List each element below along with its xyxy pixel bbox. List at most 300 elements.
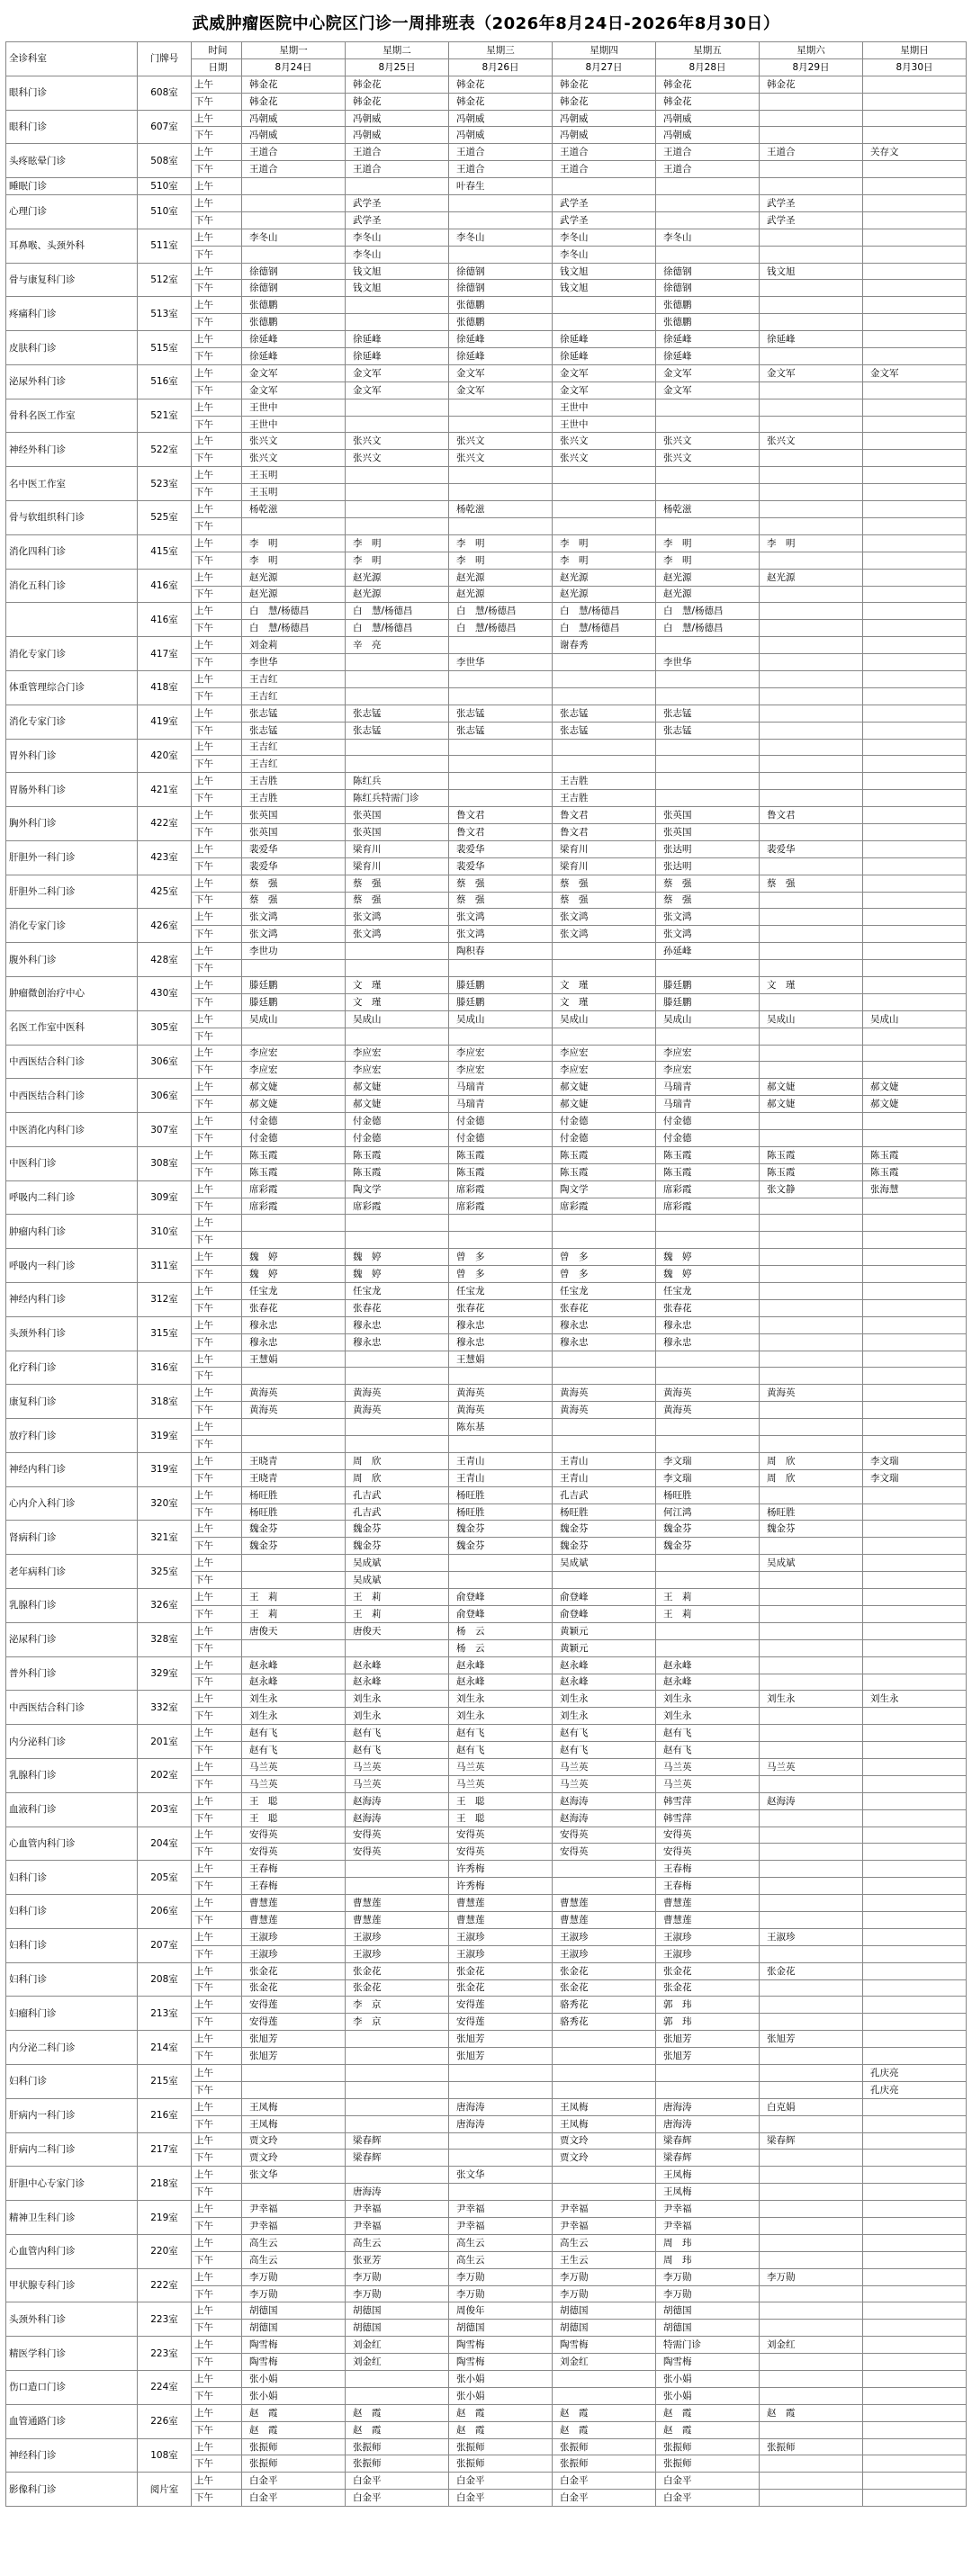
doctor-cell: 周 欣 bbox=[346, 1469, 449, 1486]
doctor-cell bbox=[760, 2490, 863, 2507]
doctor-cell: 尹幸福 bbox=[449, 2201, 553, 2218]
doctor-cell: 赵有飞 bbox=[553, 1725, 656, 1742]
dept-name: 心理门诊 bbox=[6, 195, 138, 229]
doctor-cell: 黄海英 bbox=[656, 1402, 760, 1419]
doctor-cell: 张小娟 bbox=[449, 2371, 553, 2388]
dept-row bbox=[6, 2031, 967, 2048]
doctor-cell: 张金花 bbox=[346, 1962, 449, 1979]
doctor-cell bbox=[760, 586, 863, 603]
doctor-cell: 赵 霞 bbox=[553, 2421, 656, 2438]
doctor-cell: 武学圣 bbox=[760, 211, 863, 229]
date-cell: 8月24日 bbox=[242, 58, 346, 76]
schedule-table bbox=[5, 41, 967, 2507]
doctor-cell: 魏金芬 bbox=[656, 1521, 760, 1538]
dept-name: 呼吸内二科门诊 bbox=[6, 1180, 138, 1215]
doctor-cell bbox=[760, 603, 863, 620]
dept-name: 乳腺科门诊 bbox=[6, 1589, 138, 1623]
session-pm: 下午 bbox=[192, 1163, 242, 1180]
session-pm: 下午 bbox=[192, 993, 242, 1010]
session-am: 上午 bbox=[192, 1861, 242, 1878]
doctor-cell bbox=[346, 960, 449, 977]
doctor-cell: 孔吉武 bbox=[346, 1486, 449, 1503]
doctor-cell: 唐海涛 bbox=[346, 2184, 449, 2201]
doctor-cell bbox=[760, 1656, 863, 1674]
doctor-cell bbox=[346, 1861, 449, 1878]
session-pm: 下午 bbox=[192, 2285, 242, 2302]
doctor-cell bbox=[346, 416, 449, 433]
doctor-cell: 滕廷鹏 bbox=[656, 993, 760, 1010]
room-number: 428室 bbox=[138, 943, 192, 977]
doctor-cell bbox=[760, 450, 863, 467]
doctor-cell: 韩金花 bbox=[346, 76, 449, 93]
doctor-cell: 白 慧/杨德昌 bbox=[553, 603, 656, 620]
doctor-cell bbox=[760, 161, 863, 178]
doctor-cell: 白金平 bbox=[242, 2473, 346, 2490]
dept-row bbox=[6, 144, 967, 161]
doctor-cell bbox=[346, 2115, 449, 2132]
doctor-cell bbox=[863, 1656, 967, 1674]
doctor-cell: 关存文 bbox=[863, 144, 967, 161]
dept-name: 呼吸内一科门诊 bbox=[6, 1249, 138, 1283]
doctor-cell: 韩金花 bbox=[656, 76, 760, 93]
doctor-cell bbox=[656, 1028, 760, 1045]
doctor-cell bbox=[863, 857, 967, 875]
session-pm: 下午 bbox=[192, 1742, 242, 1759]
doctor-cell: 许秀梅 bbox=[449, 1861, 553, 1878]
doctor-cell: 蔡 强 bbox=[242, 892, 346, 909]
session-am: 上午 bbox=[192, 1283, 242, 1300]
session-pm: 下午 bbox=[192, 1299, 242, 1316]
dept-row bbox=[6, 1861, 967, 1878]
session-pm: 下午 bbox=[192, 1775, 242, 1792]
session-pm: 下午 bbox=[192, 1639, 242, 1656]
doctor-cell bbox=[553, 1861, 656, 1878]
session-am: 上午 bbox=[192, 2234, 242, 2251]
dept-name: 内分泌二科门诊 bbox=[6, 2031, 138, 2065]
session-pm: 下午 bbox=[192, 381, 242, 399]
doctor-cell: 安得莲 bbox=[449, 2014, 553, 2031]
session-am: 上午 bbox=[192, 1622, 242, 1639]
doctor-cell bbox=[346, 1639, 449, 1656]
dept-name: 神经内科门诊 bbox=[6, 1283, 138, 1317]
doctor-cell bbox=[346, 1368, 449, 1385]
dept-name: 腹外科门诊 bbox=[6, 943, 138, 977]
doctor-cell: 文 瑾 bbox=[346, 993, 449, 1010]
doctor-cell bbox=[656, 1232, 760, 1249]
doctor-cell: 俞登峰 bbox=[449, 1589, 553, 1606]
doctor-cell: 李万勋 bbox=[656, 2268, 760, 2285]
doctor-cell bbox=[760, 2048, 863, 2065]
doctor-cell: 何江鸿 bbox=[656, 1503, 760, 1521]
doctor-cell: 王吉胜 bbox=[242, 773, 346, 790]
session-pm: 下午 bbox=[192, 1368, 242, 1385]
dept-row bbox=[6, 1758, 967, 1775]
doctor-cell: 王淑珍 bbox=[346, 1945, 449, 1962]
doctor-cell: 徐德钢 bbox=[242, 263, 346, 280]
doctor-cell: 刘生永 bbox=[346, 1691, 449, 1708]
doctor-cell bbox=[760, 93, 863, 110]
doctor-cell: 韩金花 bbox=[242, 76, 346, 93]
doctor-cell: 赵光源 bbox=[449, 569, 553, 586]
doctor-cell: 付金德 bbox=[553, 1130, 656, 1147]
doctor-cell bbox=[449, 670, 553, 687]
doctor-cell: 杨旺胜 bbox=[242, 1503, 346, 1521]
doctor-cell bbox=[863, 2404, 967, 2421]
room-number: 207室 bbox=[138, 1928, 192, 1962]
session-pm: 下午 bbox=[192, 926, 242, 943]
doctor-cell bbox=[863, 1249, 967, 1266]
doctor-cell: 张兴文 bbox=[760, 433, 863, 450]
doctor-cell: 王吉胜 bbox=[553, 773, 656, 790]
doctor-cell: 赵光源 bbox=[346, 569, 449, 586]
dept-name: 消化专家门诊 bbox=[6, 705, 138, 739]
doctor-cell: 金文军 bbox=[553, 381, 656, 399]
dept-name: 眼科门诊 bbox=[6, 110, 138, 144]
doctor-cell bbox=[863, 2455, 967, 2473]
doctor-cell: 徐延峰 bbox=[656, 348, 760, 365]
doctor-cell: 吴成山 bbox=[656, 1010, 760, 1028]
doctor-cell: 赵 霞 bbox=[449, 2404, 553, 2421]
doctor-cell: 胡德国 bbox=[346, 2320, 449, 2337]
dept-name: 神经外科门诊 bbox=[6, 433, 138, 467]
room-number: 311室 bbox=[138, 1249, 192, 1283]
doctor-cell bbox=[760, 2064, 863, 2081]
doctor-cell bbox=[242, 2064, 346, 2081]
doctor-cell bbox=[760, 1266, 863, 1283]
doctor-cell: 张志锰 bbox=[449, 722, 553, 739]
session-am: 上午 bbox=[192, 1316, 242, 1333]
doctor-cell: 王吉胜 bbox=[242, 790, 346, 807]
session-am: 上午 bbox=[192, 2167, 242, 2184]
doctor-cell: 吴成山 bbox=[760, 1010, 863, 1028]
dept-row bbox=[6, 1725, 967, 1742]
doctor-cell: 唐海涛 bbox=[449, 2098, 553, 2115]
doctor-cell: 赵有飞 bbox=[346, 1742, 449, 1759]
dept-row bbox=[6, 2473, 967, 2490]
doctor-cell bbox=[760, 1299, 863, 1316]
dept-row bbox=[6, 2438, 967, 2455]
doctor-cell: 黄海英 bbox=[760, 1385, 863, 1402]
doctor-cell: 武学圣 bbox=[553, 195, 656, 212]
doctor-cell: 蔡 强 bbox=[449, 892, 553, 909]
doctor-cell: 钱文旭 bbox=[346, 280, 449, 297]
doctor-cell: 王春梅 bbox=[656, 1861, 760, 1878]
dept-row bbox=[6, 1997, 967, 2014]
session-am: 上午 bbox=[192, 1895, 242, 1912]
doctor-cell: 陈玉霞 bbox=[863, 1146, 967, 1163]
session-am: 上午 bbox=[192, 569, 242, 586]
doctor-cell bbox=[449, 2064, 553, 2081]
dept-row bbox=[6, 2268, 967, 2285]
doctor-cell bbox=[760, 1708, 863, 1725]
doctor-cell: 王凤梅 bbox=[242, 2098, 346, 2115]
doctor-cell bbox=[553, 501, 656, 518]
doctor-cell: 俞登峰 bbox=[553, 1589, 656, 1606]
doctor-cell: 李应宏 bbox=[656, 1045, 760, 1062]
session-pm: 下午 bbox=[192, 2150, 242, 2167]
doctor-cell: 曾 多 bbox=[449, 1266, 553, 1283]
doctor-cell bbox=[863, 1402, 967, 1419]
doctor-cell: 赵海涛 bbox=[553, 1809, 656, 1827]
dept-name: 中西医结合科门诊 bbox=[6, 1691, 138, 1725]
room-number: 208室 bbox=[138, 1962, 192, 1997]
doctor-cell: 刘生永 bbox=[449, 1708, 553, 1725]
doctor-cell: 张振师 bbox=[553, 2455, 656, 2473]
weekday-header: 星期二 bbox=[346, 42, 449, 59]
doctor-cell bbox=[760, 1878, 863, 1895]
doctor-cell bbox=[863, 2490, 967, 2507]
doctor-cell bbox=[863, 1928, 967, 1945]
doctor-cell bbox=[656, 739, 760, 756]
doctor-cell bbox=[346, 2031, 449, 2048]
doctor-cell: 韩雪萍 bbox=[656, 1809, 760, 1827]
doctor-cell: 马兰英 bbox=[242, 1758, 346, 1775]
doctor-cell: 尹幸福 bbox=[656, 2218, 760, 2235]
session-pm: 下午 bbox=[192, 1198, 242, 1215]
doctor-cell bbox=[863, 1725, 967, 1742]
doctor-cell: 马兰英 bbox=[242, 1775, 346, 1792]
dept-name: 消化专家门诊 bbox=[6, 637, 138, 671]
date-cell: 8月30日 bbox=[863, 58, 967, 76]
room-number: 521室 bbox=[138, 399, 192, 433]
doctor-cell bbox=[760, 739, 863, 756]
doctor-cell bbox=[863, 1503, 967, 1521]
doctor-cell bbox=[242, 1215, 346, 1232]
doctor-cell bbox=[863, 2218, 967, 2235]
doctor-cell: 骆秀花 bbox=[553, 2014, 656, 2031]
doctor-cell bbox=[553, 517, 656, 534]
dept-row bbox=[6, 840, 967, 857]
doctor-cell: 张小娟 bbox=[449, 2387, 553, 2404]
doctor-cell: 王玉明 bbox=[242, 467, 346, 484]
doctor-cell: 孔庆亮 bbox=[863, 2081, 967, 2098]
doctor-cell: 张兴文 bbox=[346, 433, 449, 450]
doctor-cell: 陈玉霞 bbox=[346, 1146, 449, 1163]
doctor-cell: 李万勋 bbox=[553, 2268, 656, 2285]
dept-name: 妇科门诊 bbox=[6, 1895, 138, 1929]
doctor-cell bbox=[553, 1028, 656, 1045]
room-number: 305室 bbox=[138, 1010, 192, 1045]
session-am: 上午 bbox=[192, 263, 242, 280]
doctor-cell: 王 聪 bbox=[242, 1792, 346, 1809]
doctor-cell: 白金平 bbox=[346, 2490, 449, 2507]
session-pm: 下午 bbox=[192, 1844, 242, 1861]
doctor-cell: 席彩霞 bbox=[553, 1198, 656, 1215]
doctor-cell bbox=[863, 2167, 967, 2184]
doctor-cell bbox=[242, 1572, 346, 1589]
doctor-cell: 王淑珍 bbox=[553, 1945, 656, 1962]
room-number: 419室 bbox=[138, 705, 192, 739]
dept-row bbox=[6, 1351, 967, 1368]
doctor-cell: 郝文婕 bbox=[346, 1079, 449, 1096]
dept-name: 胃肠外科门诊 bbox=[6, 773, 138, 807]
doctor-cell bbox=[760, 552, 863, 569]
doctor-cell: 李冬山 bbox=[553, 246, 656, 263]
doctor-cell: 陈玉霞 bbox=[863, 1163, 967, 1180]
doctor-cell bbox=[760, 1113, 863, 1130]
doctor-cell bbox=[760, 722, 863, 739]
doctor-cell bbox=[863, 1045, 967, 1062]
doctor-cell: 曹慧莲 bbox=[449, 1911, 553, 1928]
doctor-cell: 张德鹏 bbox=[449, 314, 553, 331]
doctor-cell: 曹慧莲 bbox=[449, 1895, 553, 1912]
doctor-cell: 郭 玮 bbox=[656, 1997, 760, 2014]
doctor-cell bbox=[760, 1775, 863, 1792]
doctor-cell bbox=[863, 1283, 967, 1300]
doctor-cell: 张振师 bbox=[242, 2438, 346, 2455]
doctor-cell bbox=[863, 1861, 967, 1878]
doctor-cell bbox=[863, 1895, 967, 1912]
doctor-cell: 陶文学 bbox=[553, 1180, 656, 1198]
doctor-cell: 王吉红 bbox=[242, 756, 346, 773]
doctor-cell: 唐海涛 bbox=[656, 2115, 760, 2132]
doctor-cell: 王凤梅 bbox=[656, 2167, 760, 2184]
room-number: 220室 bbox=[138, 2234, 192, 2268]
doctor-cell: 李冬山 bbox=[656, 229, 760, 246]
doctor-cell: 徐延峰 bbox=[449, 331, 553, 348]
doctor-cell: 吴成山 bbox=[242, 1010, 346, 1028]
doctor-cell bbox=[346, 687, 449, 705]
doctor-cell bbox=[863, 1028, 967, 1045]
room-number: 415室 bbox=[138, 534, 192, 569]
dept-name: 乳腺科门诊 bbox=[6, 1758, 138, 1792]
doctor-cell: 李应宏 bbox=[346, 1045, 449, 1062]
doctor-cell: 李应宏 bbox=[656, 1062, 760, 1079]
doctor-cell: 李应宏 bbox=[242, 1045, 346, 1062]
dept-name: 头颈外科门诊 bbox=[6, 2302, 138, 2337]
doctor-cell: 张小娟 bbox=[242, 2371, 346, 2388]
doctor-cell bbox=[863, 569, 967, 586]
doctor-cell: 钱文旭 bbox=[760, 263, 863, 280]
doctor-cell bbox=[760, 1130, 863, 1147]
dept-name: 妇瘤科门诊 bbox=[6, 1997, 138, 2031]
dept-name: 心血管内科门诊 bbox=[6, 1827, 138, 1861]
doctor-cell bbox=[760, 1589, 863, 1606]
doctor-cell: 吴成山 bbox=[346, 1010, 449, 1028]
doctor-cell: 王玉明 bbox=[242, 484, 346, 501]
doctor-cell: 王凤梅 bbox=[656, 2184, 760, 2201]
room-number: 512室 bbox=[138, 263, 192, 297]
doctor-cell bbox=[863, 1198, 967, 1215]
date-cell: 8月28日 bbox=[656, 58, 760, 76]
doctor-cell: 李冬山 bbox=[242, 229, 346, 246]
doctor-cell bbox=[553, 2387, 656, 2404]
session-pm: 下午 bbox=[192, 1028, 242, 1045]
dept-row bbox=[6, 1962, 967, 1979]
doctor-cell bbox=[346, 2064, 449, 2081]
doctor-cell: 张旭芳 bbox=[760, 2031, 863, 2048]
doctor-cell: 王晓青 bbox=[242, 1452, 346, 1469]
doctor-cell bbox=[863, 1708, 967, 1725]
doctor-cell: 张文鸿 bbox=[656, 909, 760, 926]
dept-row bbox=[6, 2234, 967, 2251]
doctor-cell bbox=[760, 993, 863, 1010]
doctor-cell bbox=[760, 620, 863, 637]
dept-row bbox=[6, 739, 967, 756]
dept-row bbox=[6, 1656, 967, 1674]
doctor-cell: 安得莲 bbox=[242, 1997, 346, 2014]
session-pm: 下午 bbox=[192, 280, 242, 297]
doctor-cell bbox=[449, 484, 553, 501]
room-number: 108室 bbox=[138, 2438, 192, 2473]
doctor-cell: 白金平 bbox=[449, 2473, 553, 2490]
session-am: 上午 bbox=[192, 909, 242, 926]
session-pm: 下午 bbox=[192, 722, 242, 739]
doctor-cell: 韩金花 bbox=[656, 93, 760, 110]
doctor-cell: 徐德钢 bbox=[656, 280, 760, 297]
dept-row bbox=[6, 1180, 967, 1198]
doctor-cell bbox=[346, 1028, 449, 1045]
doctor-cell bbox=[863, 1299, 967, 1316]
doctor-cell bbox=[553, 2031, 656, 2048]
doctor-cell: 黄海英 bbox=[553, 1385, 656, 1402]
doctor-cell: 付金德 bbox=[346, 1113, 449, 1130]
doctor-cell bbox=[449, 687, 553, 705]
doctor-cell bbox=[760, 2473, 863, 2490]
doctor-cell: 李 明 bbox=[242, 534, 346, 552]
doctor-cell: 王春梅 bbox=[242, 1878, 346, 1895]
doctor-cell: 韩金花 bbox=[553, 93, 656, 110]
doctor-cell: 王吉胜 bbox=[553, 790, 656, 807]
doctor-cell: 王 莉 bbox=[656, 1589, 760, 1606]
doctor-cell bbox=[863, 790, 967, 807]
doctor-cell bbox=[863, 1572, 967, 1589]
room-number: 205室 bbox=[138, 1861, 192, 1895]
doctor-cell bbox=[760, 280, 863, 297]
doctor-cell bbox=[449, 211, 553, 229]
doctor-cell bbox=[760, 1844, 863, 1861]
doctor-cell bbox=[656, 756, 760, 773]
session-pm: 下午 bbox=[192, 1402, 242, 1419]
doctor-cell bbox=[760, 2354, 863, 2371]
doctor-cell bbox=[449, 517, 553, 534]
dept-row bbox=[6, 569, 967, 586]
doctor-cell bbox=[863, 1436, 967, 1453]
doctor-cell: 赵光源 bbox=[553, 569, 656, 586]
dept-row bbox=[6, 1452, 967, 1469]
doctor-cell: 陈玉霞 bbox=[760, 1163, 863, 1180]
doctor-cell: 张达明 bbox=[656, 840, 760, 857]
session-pm: 下午 bbox=[192, 620, 242, 637]
session-am: 上午 bbox=[192, 178, 242, 195]
session-am: 上午 bbox=[192, 433, 242, 450]
doctor-cell: 白金平 bbox=[346, 2473, 449, 2490]
doctor-cell: 张春花 bbox=[346, 1299, 449, 1316]
session-am: 上午 bbox=[192, 2337, 242, 2354]
doctor-cell: 张志锰 bbox=[553, 722, 656, 739]
doctor-cell: 韩金花 bbox=[760, 76, 863, 93]
doctor-cell bbox=[656, 178, 760, 195]
doctor-cell: 蔡 强 bbox=[553, 892, 656, 909]
doctor-cell bbox=[760, 2285, 863, 2302]
doctor-cell bbox=[760, 467, 863, 484]
dept-row bbox=[6, 2404, 967, 2421]
doctor-cell: 陈玉霞 bbox=[656, 1146, 760, 1163]
doctor-cell: 郝文婕 bbox=[346, 1096, 449, 1113]
doctor-cell bbox=[760, 1997, 863, 2014]
session-am: 上午 bbox=[192, 195, 242, 212]
doctor-cell: 吴成山 bbox=[449, 1010, 553, 1028]
doctor-cell: 徐延峰 bbox=[346, 348, 449, 365]
schedule-body bbox=[6, 42, 967, 2507]
doctor-cell: 黄颖元 bbox=[553, 1622, 656, 1639]
doctor-cell: 尹幸福 bbox=[553, 2218, 656, 2235]
doctor-cell: 安得英 bbox=[449, 1844, 553, 1861]
doctor-cell: 王吉红 bbox=[242, 687, 346, 705]
doctor-cell: 赵有飞 bbox=[346, 1725, 449, 1742]
doctor-cell: 郝文婕 bbox=[863, 1079, 967, 1096]
doctor-cell: 冯朝威 bbox=[656, 127, 760, 144]
